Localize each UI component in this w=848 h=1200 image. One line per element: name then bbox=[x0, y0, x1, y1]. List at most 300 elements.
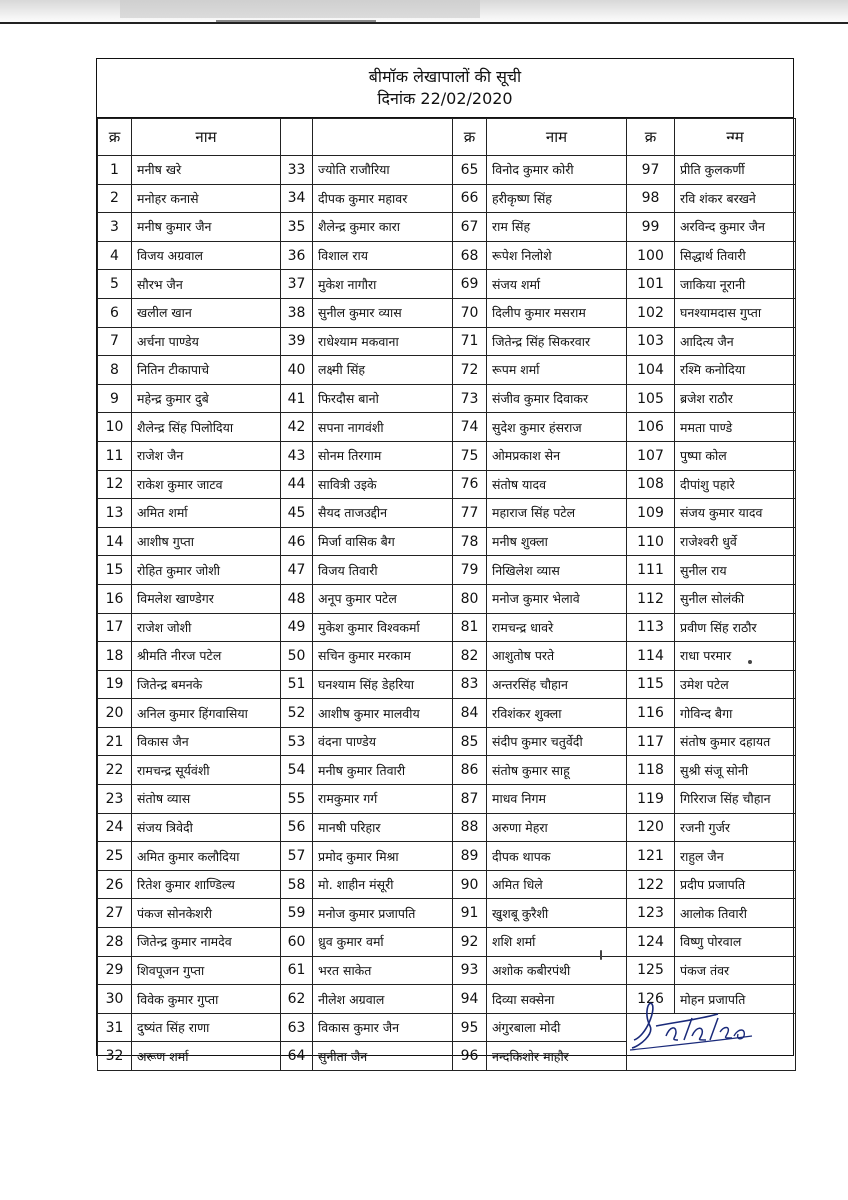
serial-cell: 31 bbox=[98, 1013, 132, 1042]
serial-cell: 35 bbox=[281, 213, 313, 242]
serial-cell: 78 bbox=[453, 527, 487, 556]
serial-cell: 101 bbox=[627, 270, 675, 299]
serial-cell: 121 bbox=[627, 842, 675, 871]
serial-cell: 43 bbox=[281, 441, 313, 470]
serial-cell: 55 bbox=[281, 785, 313, 814]
serial-cell: 11 bbox=[98, 441, 132, 470]
serial-cell: 109 bbox=[627, 499, 675, 528]
serial-cell: 73 bbox=[453, 384, 487, 413]
serial-cell: 88 bbox=[453, 813, 487, 842]
serial-cell: 42 bbox=[281, 413, 313, 442]
scan-edge-line bbox=[0, 22, 848, 24]
name-cell: गोविन्द बैगा bbox=[675, 699, 796, 728]
name-cell: मनीष कुमार जैन bbox=[132, 213, 281, 242]
name-cell: मानषी परिहार bbox=[313, 813, 453, 842]
name-cell: रूपेश निलोशे bbox=[487, 241, 627, 270]
serial-cell: 71 bbox=[453, 327, 487, 356]
header-serial-3: क्र bbox=[453, 119, 487, 156]
name-cell: नन्दकिशोर माहौर bbox=[487, 1042, 627, 1071]
serial-cell: 10 bbox=[98, 413, 132, 442]
serial-cell: 111 bbox=[627, 556, 675, 585]
name-cell: शैलेन्द्र कुमार कारा bbox=[313, 213, 453, 242]
name-cell: आलोक तिवारी bbox=[675, 899, 796, 928]
serial-cell: 84 bbox=[453, 699, 487, 728]
name-cell: महेन्द्र कुमार दुबे bbox=[132, 384, 281, 413]
serial-cell: 124 bbox=[627, 928, 675, 957]
table-row bbox=[98, 499, 796, 528]
name-cell: ज्योति राजौरिया bbox=[313, 156, 453, 185]
name-cell: रामचन्द्र सूर्यवंशी bbox=[132, 756, 281, 785]
name-cell: ब्रजेश राठौर bbox=[675, 384, 796, 413]
name-cell: भरत साकेत bbox=[313, 956, 453, 985]
table-row bbox=[98, 413, 796, 442]
serial-cell: 70 bbox=[453, 298, 487, 327]
name-cell: सैयद ताजउद्दीन bbox=[313, 499, 453, 528]
name-cell: सावित्री उइके bbox=[313, 470, 453, 499]
serial-cell: 61 bbox=[281, 956, 313, 985]
name-cell: अशोक कबीरपंथी bbox=[487, 956, 627, 985]
name-cell: निखिलेश व्यास bbox=[487, 556, 627, 585]
serial-cell: 25 bbox=[98, 842, 132, 871]
name-cell: ओमप्रकाश सेन bbox=[487, 441, 627, 470]
table-row bbox=[98, 813, 796, 842]
name-cell: वंदना पाण्डेय bbox=[313, 727, 453, 756]
name-cell: अन्तरसिंह चौहान bbox=[487, 670, 627, 699]
name-cell: सपना नागवंशी bbox=[313, 413, 453, 442]
serial-cell: 74 bbox=[453, 413, 487, 442]
serial-cell: 92 bbox=[453, 928, 487, 957]
name-cell: मनोज कुमार प्रजापति bbox=[313, 899, 453, 928]
table-row bbox=[98, 270, 796, 299]
table-row bbox=[98, 356, 796, 385]
serial-cell: 57 bbox=[281, 842, 313, 871]
name-cell: राम सिंह bbox=[487, 213, 627, 242]
name-cell: रामकुमार गर्ग bbox=[313, 785, 453, 814]
serial-cell: 103 bbox=[627, 327, 675, 356]
name-cell: आशीष गुप्ता bbox=[132, 527, 281, 556]
name-cell: रजनी गुर्जर bbox=[675, 813, 796, 842]
name-cell: अनिल कुमार हिंगवासिया bbox=[132, 699, 281, 728]
name-cell: पुष्पा कोल bbox=[675, 441, 796, 470]
name-cell: अमित कुमार कलौदिया bbox=[132, 842, 281, 871]
serial-cell: 34 bbox=[281, 184, 313, 213]
serial-cell: 110 bbox=[627, 527, 675, 556]
table-row bbox=[98, 727, 796, 756]
serial-cell: 83 bbox=[453, 670, 487, 699]
serial-cell: 118 bbox=[627, 756, 675, 785]
name-cell: संदीप कुमार चतुर्वेदी bbox=[487, 727, 627, 756]
table-row bbox=[98, 956, 796, 985]
serial-cell: 30 bbox=[98, 985, 132, 1014]
serial-cell: 125 bbox=[627, 956, 675, 985]
serial-cell: 112 bbox=[627, 584, 675, 613]
name-cell: सचिन कुमार मरकाम bbox=[313, 642, 453, 671]
serial-cell: 96 bbox=[453, 1042, 487, 1071]
name-cell: विमलेश खाण्डेगर bbox=[132, 584, 281, 613]
serial-cell: 2 bbox=[98, 184, 132, 213]
table-row bbox=[98, 699, 796, 728]
serial-cell: 39 bbox=[281, 327, 313, 356]
scan-edge bbox=[0, 0, 848, 24]
serial-cell: 8 bbox=[98, 356, 132, 385]
serial-cell: 60 bbox=[281, 928, 313, 957]
serial-cell: 6 bbox=[98, 298, 132, 327]
table-row bbox=[98, 870, 796, 899]
name-cell: खलील खान bbox=[132, 298, 281, 327]
ink-dot bbox=[748, 660, 752, 664]
serial-cell: 18 bbox=[98, 642, 132, 671]
name-cell: प्रमोद कुमार मिश्रा bbox=[313, 842, 453, 871]
ink-dot bbox=[600, 950, 602, 960]
serial-cell: 72 bbox=[453, 356, 487, 385]
table-row bbox=[98, 613, 796, 642]
document-date: दिनांक 22/02/2020 bbox=[377, 89, 513, 108]
serial-cell: 40 bbox=[281, 356, 313, 385]
header-name-4: न्ग्म bbox=[675, 119, 796, 156]
table-row bbox=[98, 785, 796, 814]
name-cell: खुशबू कुरैशी bbox=[487, 899, 627, 928]
name-cell: सिद्धार्थ तिवारी bbox=[675, 241, 796, 270]
serial-cell: 123 bbox=[627, 899, 675, 928]
serial-cell: 102 bbox=[627, 298, 675, 327]
serial-cell: 59 bbox=[281, 899, 313, 928]
serial-cell: 53 bbox=[281, 727, 313, 756]
serial-cell: 67 bbox=[453, 213, 487, 242]
name-cell: रवि शंकर बरखने bbox=[675, 184, 796, 213]
serial-cell: 107 bbox=[627, 441, 675, 470]
name-cell: पंकज सोनकेशरी bbox=[132, 899, 281, 928]
serial-cell: 114 bbox=[627, 642, 675, 671]
serial-cell: 69 bbox=[453, 270, 487, 299]
name-cell: घनश्याम सिंह डेहरिया bbox=[313, 670, 453, 699]
serial-cell: 113 bbox=[627, 613, 675, 642]
name-cell: विष्णु पोरवाल bbox=[675, 928, 796, 957]
table-row bbox=[98, 327, 796, 356]
name-cell: मुकेश कुमार विश्वकर्मा bbox=[313, 613, 453, 642]
name-cell: जितेन्द्र सिंह सिकरवार bbox=[487, 327, 627, 356]
name-cell: राजेश्वरी धुर्वे bbox=[675, 527, 796, 556]
name-cell: जितेन्द्र बमनके bbox=[132, 670, 281, 699]
name-cell: जाकिया नूरानी bbox=[675, 270, 796, 299]
table-row bbox=[98, 756, 796, 785]
serial-cell: 80 bbox=[453, 584, 487, 613]
serial-cell: 36 bbox=[281, 241, 313, 270]
serial-cell: 81 bbox=[453, 613, 487, 642]
name-cell: महाराज सिंह पटेल bbox=[487, 499, 627, 528]
name-cell: जितेन्द्र कुमार नामदेव bbox=[132, 928, 281, 957]
serial-cell: 106 bbox=[627, 413, 675, 442]
name-cell: श्रीमति नीरज पटेल bbox=[132, 642, 281, 671]
serial-cell: 87 bbox=[453, 785, 487, 814]
name-cell: सुश्री संजू सोनी bbox=[675, 756, 796, 785]
serial-cell: 41 bbox=[281, 384, 313, 413]
serial-cell: 54 bbox=[281, 756, 313, 785]
scan-shadow bbox=[120, 0, 480, 18]
table-row bbox=[98, 899, 796, 928]
serial-cell: 20 bbox=[98, 699, 132, 728]
table-row bbox=[98, 298, 796, 327]
name-cell: मनीष खरे bbox=[132, 156, 281, 185]
table-row bbox=[98, 670, 796, 699]
document-title: बीमॉक लेखापालों की सूची bbox=[368, 67, 522, 86]
serial-cell: 66 bbox=[453, 184, 487, 213]
name-cell: रोहित कुमार जोशी bbox=[132, 556, 281, 585]
serial-cell: 14 bbox=[98, 527, 132, 556]
serial-cell: 105 bbox=[627, 384, 675, 413]
name-cell: नीलेश अग्रवाल bbox=[313, 985, 453, 1014]
serial-cell: 15 bbox=[98, 556, 132, 585]
serial-cell: 91 bbox=[453, 899, 487, 928]
serial-cell: 19 bbox=[98, 670, 132, 699]
name-cell: दिलीप कुमार मसराम bbox=[487, 298, 627, 327]
name-cell: दीपक कुमार महावर bbox=[313, 184, 453, 213]
name-cell: राकेश कुमार जाटव bbox=[132, 470, 281, 499]
serial-cell: 13 bbox=[98, 499, 132, 528]
name-cell: माधव निगम bbox=[487, 785, 627, 814]
name-cell: विजय तिवारी bbox=[313, 556, 453, 585]
serial-cell: 46 bbox=[281, 527, 313, 556]
serial-cell: 64 bbox=[281, 1042, 313, 1071]
name-cell: रविशंकर शुक्ला bbox=[487, 699, 627, 728]
name-cell: अनूप कुमार पटेल bbox=[313, 584, 453, 613]
serial-cell: 63 bbox=[281, 1013, 313, 1042]
table-row bbox=[98, 241, 796, 270]
serial-cell: 17 bbox=[98, 613, 132, 642]
table-row bbox=[98, 470, 796, 499]
serial-cell: 82 bbox=[453, 642, 487, 671]
serial-cell: 12 bbox=[98, 470, 132, 499]
table-body bbox=[98, 156, 796, 1071]
serial-cell: 65 bbox=[453, 156, 487, 185]
header-blank-serial-2 bbox=[281, 119, 313, 156]
serial-cell: 104 bbox=[627, 356, 675, 385]
serial-cell: 116 bbox=[627, 699, 675, 728]
table-row bbox=[98, 928, 796, 957]
name-cell: फिरदौस बानो bbox=[313, 384, 453, 413]
name-cell: अरूण शर्मा bbox=[132, 1042, 281, 1071]
name-cell: दीपक थापक bbox=[487, 842, 627, 871]
name-cell: अमित शर्मा bbox=[132, 499, 281, 528]
serial-cell: 37 bbox=[281, 270, 313, 299]
list-document bbox=[96, 58, 794, 1065]
serial-cell: 115 bbox=[627, 670, 675, 699]
name-cell: मोहन प्रजापति bbox=[675, 985, 796, 1014]
name-cell: संजय कुमार यादव bbox=[675, 499, 796, 528]
serial-cell: 62 bbox=[281, 985, 313, 1014]
name-cell: रितेश कुमार शाण्डिल्य bbox=[132, 870, 281, 899]
name-cell: राधा परमार bbox=[675, 642, 796, 671]
serial-cell: 93 bbox=[453, 956, 487, 985]
serial-cell: 52 bbox=[281, 699, 313, 728]
serial-cell: 119 bbox=[627, 785, 675, 814]
name-cell: शशि शर्मा bbox=[487, 928, 627, 957]
name-cell: रामचन्द्र धावरे bbox=[487, 613, 627, 642]
name-cell: हरीकृष्ण सिंह bbox=[487, 184, 627, 213]
name-cell: रूपम शर्मा bbox=[487, 356, 627, 385]
name-cell: पंकज तंवर bbox=[675, 956, 796, 985]
name-cell: रश्मि कनोदिया bbox=[675, 356, 796, 385]
header-name-3: नाम bbox=[487, 119, 627, 156]
name-cell: संजीव कुमार दिवाकर bbox=[487, 384, 627, 413]
document-header bbox=[97, 59, 793, 118]
name-cell: मिर्जा वासिक बैग bbox=[313, 527, 453, 556]
serial-cell: 99 bbox=[627, 213, 675, 242]
serial-cell: 32 bbox=[98, 1042, 132, 1071]
table-row bbox=[98, 384, 796, 413]
serial-cell: 76 bbox=[453, 470, 487, 499]
serial-cell: 9 bbox=[98, 384, 132, 413]
serial-cell: 97 bbox=[627, 156, 675, 185]
name-cell: संजय त्रिवेदी bbox=[132, 813, 281, 842]
serial-cell: 24 bbox=[98, 813, 132, 842]
names-table bbox=[97, 118, 796, 1071]
name-cell: नितिन टीकापाचे bbox=[132, 356, 281, 385]
serial-cell: 58 bbox=[281, 870, 313, 899]
name-cell: दिव्या सक्सेना bbox=[487, 985, 627, 1014]
name-cell: विकास कुमार जैन bbox=[313, 1013, 453, 1042]
serial-cell: 90 bbox=[453, 870, 487, 899]
name-cell: अरुणा मेहरा bbox=[487, 813, 627, 842]
serial-cell: 4 bbox=[98, 241, 132, 270]
name-cell: अंगुरबाला मोदी bbox=[487, 1013, 627, 1042]
name-cell: दीपांशु पहारे bbox=[675, 470, 796, 499]
name-cell: लक्ष्मी सिंह bbox=[313, 356, 453, 385]
header-name-1: नाम bbox=[132, 119, 281, 156]
name-cell: आदित्य जैन bbox=[675, 327, 796, 356]
table-row bbox=[98, 184, 796, 213]
name-cell: ममता पाण्डे bbox=[675, 413, 796, 442]
serial-cell: 44 bbox=[281, 470, 313, 499]
table-row bbox=[98, 584, 796, 613]
header-serial-4: क्र bbox=[627, 119, 675, 156]
serial-cell: 45 bbox=[281, 499, 313, 528]
name-cell: संतोष कुमार दहायत bbox=[675, 727, 796, 756]
serial-cell: 28 bbox=[98, 928, 132, 957]
serial-cell: 122 bbox=[627, 870, 675, 899]
name-cell: आशीष कुमार मालवीय bbox=[313, 699, 453, 728]
serial-cell: 49 bbox=[281, 613, 313, 642]
serial-cell: 7 bbox=[98, 327, 132, 356]
serial-cell: 98 bbox=[627, 184, 675, 213]
name-cell: विशाल राय bbox=[313, 241, 453, 270]
serial-cell: 3 bbox=[98, 213, 132, 242]
name-cell: अर्चना पाण्डेय bbox=[132, 327, 281, 356]
header-serial-1: क्र bbox=[98, 119, 132, 156]
serial-cell: 108 bbox=[627, 470, 675, 499]
name-cell: विजय अग्रवाल bbox=[132, 241, 281, 270]
name-cell: गिरिराज सिंह चौहान bbox=[675, 785, 796, 814]
table-header-row bbox=[98, 119, 796, 156]
serial-cell: 85 bbox=[453, 727, 487, 756]
serial-cell: 75 bbox=[453, 441, 487, 470]
serial-cell: 27 bbox=[98, 899, 132, 928]
serial-cell: 51 bbox=[281, 670, 313, 699]
table-row bbox=[98, 213, 796, 242]
name-cell: सुनील राय bbox=[675, 556, 796, 585]
serial-cell: 26 bbox=[98, 870, 132, 899]
name-cell: घनश्यामदास गुप्ता bbox=[675, 298, 796, 327]
name-cell: प्रदीप प्रजापति bbox=[675, 870, 796, 899]
serial-cell: 16 bbox=[98, 584, 132, 613]
name-cell: राजेश जैन bbox=[132, 441, 281, 470]
serial-cell: 56 bbox=[281, 813, 313, 842]
name-cell: सौरभ जैन bbox=[132, 270, 281, 299]
serial-cell: 33 bbox=[281, 156, 313, 185]
name-cell: सुनील कुमार व्यास bbox=[313, 298, 453, 327]
table-row bbox=[98, 842, 796, 871]
serial-cell: 94 bbox=[453, 985, 487, 1014]
name-cell: ध्रुव कुमार वर्मा bbox=[313, 928, 453, 957]
serial-cell: 100 bbox=[627, 241, 675, 270]
name-cell: राधेश्याम मकवाना bbox=[313, 327, 453, 356]
serial-cell: 89 bbox=[453, 842, 487, 871]
serial-cell: 47 bbox=[281, 556, 313, 585]
name-cell: दुष्यंत सिंह राणा bbox=[132, 1013, 281, 1042]
serial-cell: 117 bbox=[627, 727, 675, 756]
table-row bbox=[98, 642, 796, 671]
header-blank-name-2 bbox=[313, 119, 453, 156]
name-cell: प्रीति कुलकर्णी bbox=[675, 156, 796, 185]
name-cell: सुनीता जैन bbox=[313, 1042, 453, 1071]
serial-cell: 48 bbox=[281, 584, 313, 613]
name-cell: मनोहर कनासे bbox=[132, 184, 281, 213]
serial-cell: 23 bbox=[98, 785, 132, 814]
name-cell: विवेक कुमार गुप्ता bbox=[132, 985, 281, 1014]
name-cell: संतोष कुमार साहू bbox=[487, 756, 627, 785]
name-cell: मुकेश नागौरा bbox=[313, 270, 453, 299]
serial-cell: 29 bbox=[98, 956, 132, 985]
serial-cell: 68 bbox=[453, 241, 487, 270]
name-cell: अमित धिले bbox=[487, 870, 627, 899]
name-cell: शैलेन्द्र सिंह पिलोदिया bbox=[132, 413, 281, 442]
name-cell: प्रवीण सिंह राठौर bbox=[675, 613, 796, 642]
name-cell: राहुल जैन bbox=[675, 842, 796, 871]
serial-cell: 95 bbox=[453, 1013, 487, 1042]
name-cell: मनोज कुमार भेलावे bbox=[487, 584, 627, 613]
handwritten-signature bbox=[626, 996, 756, 1054]
name-cell: आशुतोष परते bbox=[487, 642, 627, 671]
table-row bbox=[98, 156, 796, 185]
serial-cell: 50 bbox=[281, 642, 313, 671]
name-cell: मनीष शुक्ला bbox=[487, 527, 627, 556]
table-row bbox=[98, 556, 796, 585]
name-cell: मनीष कुमार तिवारी bbox=[313, 756, 453, 785]
serial-cell: 1 bbox=[98, 156, 132, 185]
name-cell: सुदेश कुमार हंसराज bbox=[487, 413, 627, 442]
serial-cell: 77 bbox=[453, 499, 487, 528]
serial-cell: 21 bbox=[98, 727, 132, 756]
serial-cell: 86 bbox=[453, 756, 487, 785]
table-row bbox=[98, 441, 796, 470]
name-cell: राजेश जोशी bbox=[132, 613, 281, 642]
name-cell: उमेश पटेल bbox=[675, 670, 796, 699]
serial-cell: 79 bbox=[453, 556, 487, 585]
name-cell: विनोद कुमार कोरी bbox=[487, 156, 627, 185]
serial-cell: 5 bbox=[98, 270, 132, 299]
name-cell: संजय शर्मा bbox=[487, 270, 627, 299]
name-cell: मो. शाहीन मंसूरी bbox=[313, 870, 453, 899]
serial-cell: 38 bbox=[281, 298, 313, 327]
name-cell: शिवपूजन गुप्ता bbox=[132, 956, 281, 985]
name-cell: संतोष व्यास bbox=[132, 785, 281, 814]
name-cell: अरविन्द कुमार जैन bbox=[675, 213, 796, 242]
serial-cell: 126 bbox=[627, 985, 675, 1014]
name-cell: विकास जैन bbox=[132, 727, 281, 756]
name-cell: सुनील सोलंकी bbox=[675, 584, 796, 613]
serial-cell: 22 bbox=[98, 756, 132, 785]
serial-cell: 120 bbox=[627, 813, 675, 842]
name-cell: सोनम तिरगाम bbox=[313, 441, 453, 470]
